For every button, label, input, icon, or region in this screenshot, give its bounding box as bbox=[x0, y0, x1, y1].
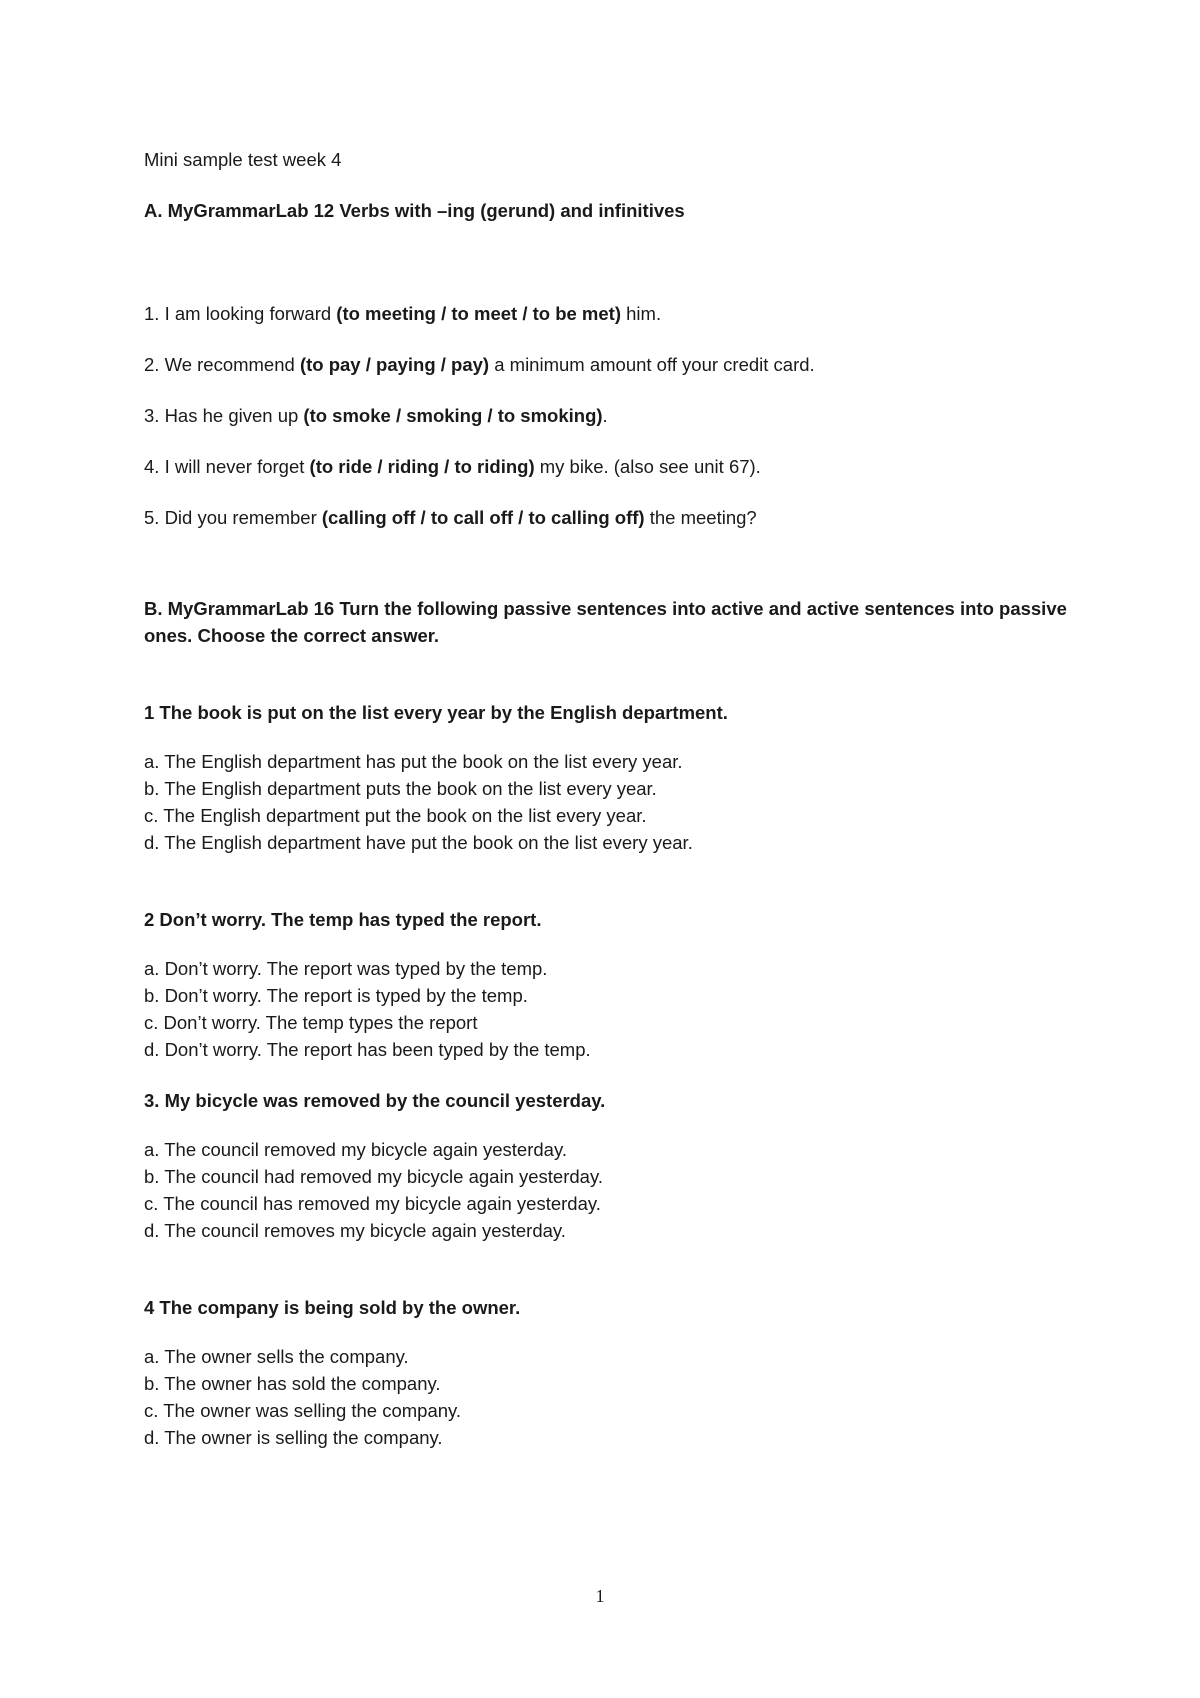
mc-stem: 1 The book is put on the list every year by the English department. bbox=[144, 702, 728, 723]
question-text: a minimum amount off your credit card. bbox=[489, 354, 815, 375]
mc-option-b: b. The English department puts the book on the list every year. bbox=[144, 778, 657, 799]
question-4 bbox=[144, 453, 1074, 480]
question-text: . bbox=[602, 405, 608, 426]
mc-item-4 bbox=[144, 1294, 1074, 1451]
mc-option-a: a. The English department has put the book on the list every year. bbox=[144, 751, 683, 772]
mc-options bbox=[144, 1343, 1074, 1451]
mc-stem: 4 The company is being sold by the owner. bbox=[144, 1297, 521, 1318]
question-text: him. bbox=[621, 303, 662, 324]
section-a-heading: A. MyGrammarLab 12 Verbs with –ing (gerund) and infinitives bbox=[144, 200, 685, 221]
section-b-heading: B. MyGrammarLab 16 Turn the following passive sentences into active and active sentences into passive ones. Choose the correct answer. bbox=[144, 598, 1067, 646]
mc-option-a: a. Don’t worry. The report was typed by the temp. bbox=[144, 958, 548, 979]
question-3 bbox=[144, 402, 1074, 429]
question-text: 2. We recommend bbox=[144, 354, 300, 375]
mc-option-c: c. Don’t worry. The temp types the report bbox=[144, 1012, 478, 1033]
question-options: (to pay / paying / pay) bbox=[299, 354, 490, 375]
section-a-questions bbox=[144, 300, 1074, 531]
question-text: 1. I am looking forward bbox=[144, 303, 337, 324]
mc-stem: 3. My bicycle was removed by the council yesterday. bbox=[144, 1090, 606, 1111]
mc-option-a: a. The owner sells the company. bbox=[144, 1346, 409, 1367]
mc-option-c: c. The English department put the book on the list every year. bbox=[144, 805, 647, 826]
mc-option-d: d. The owner is selling the company. bbox=[144, 1427, 443, 1448]
mc-options bbox=[144, 748, 1074, 856]
page-content bbox=[144, 146, 1074, 1501]
mc-option-d: d. The council removes my bicycle again yesterday. bbox=[144, 1220, 566, 1241]
mc-option-a: a. The council removed my bicycle again yesterday. bbox=[144, 1139, 567, 1160]
question-options: (to ride / riding / to riding) bbox=[309, 456, 535, 477]
question-options: (calling off / to call off / to calling off) bbox=[321, 507, 645, 528]
mc-option-b: b. The owner has sold the company. bbox=[144, 1373, 441, 1394]
document-title: Mini sample test week 4 bbox=[144, 149, 342, 170]
mc-options bbox=[144, 955, 1074, 1063]
question-1 bbox=[144, 300, 1074, 327]
mc-stem: 2 Don’t worry. The temp has typed the report. bbox=[144, 909, 542, 930]
question-options: (to meeting / to meet / to be met) bbox=[336, 303, 621, 324]
mc-option-b: b. The council had removed my bicycle again yesterday. bbox=[144, 1166, 603, 1187]
question-5 bbox=[144, 504, 1074, 531]
question-text: 3. Has he given up bbox=[144, 405, 304, 426]
question-text: 5. Did you remember bbox=[144, 507, 322, 528]
mc-item-1 bbox=[144, 699, 1074, 856]
question-text: 4. I will never forget bbox=[144, 456, 310, 477]
mc-option-d: d. Don’t worry. The report has been typed by the temp. bbox=[144, 1039, 591, 1060]
question-options: (to smoke / smoking / to smoking) bbox=[303, 405, 603, 426]
mc-item-2 bbox=[144, 906, 1074, 1063]
question-text: the meeting? bbox=[644, 507, 757, 528]
page-number: 1 bbox=[595, 1586, 605, 1606]
question-text: my bike. (also see unit 67). bbox=[534, 456, 761, 477]
mc-item-3 bbox=[144, 1087, 1074, 1244]
mc-option-c: c. The council has removed my bicycle again yesterday. bbox=[144, 1193, 601, 1214]
mc-option-c: c. The owner was selling the company. bbox=[144, 1400, 462, 1421]
mc-option-d: d. The English department have put the book on the list every year. bbox=[144, 832, 693, 853]
mc-option-b: b. Don’t worry. The report is typed by the temp. bbox=[144, 985, 528, 1006]
section-b bbox=[144, 595, 1074, 1451]
question-2 bbox=[144, 351, 1074, 378]
mc-options bbox=[144, 1136, 1074, 1244]
